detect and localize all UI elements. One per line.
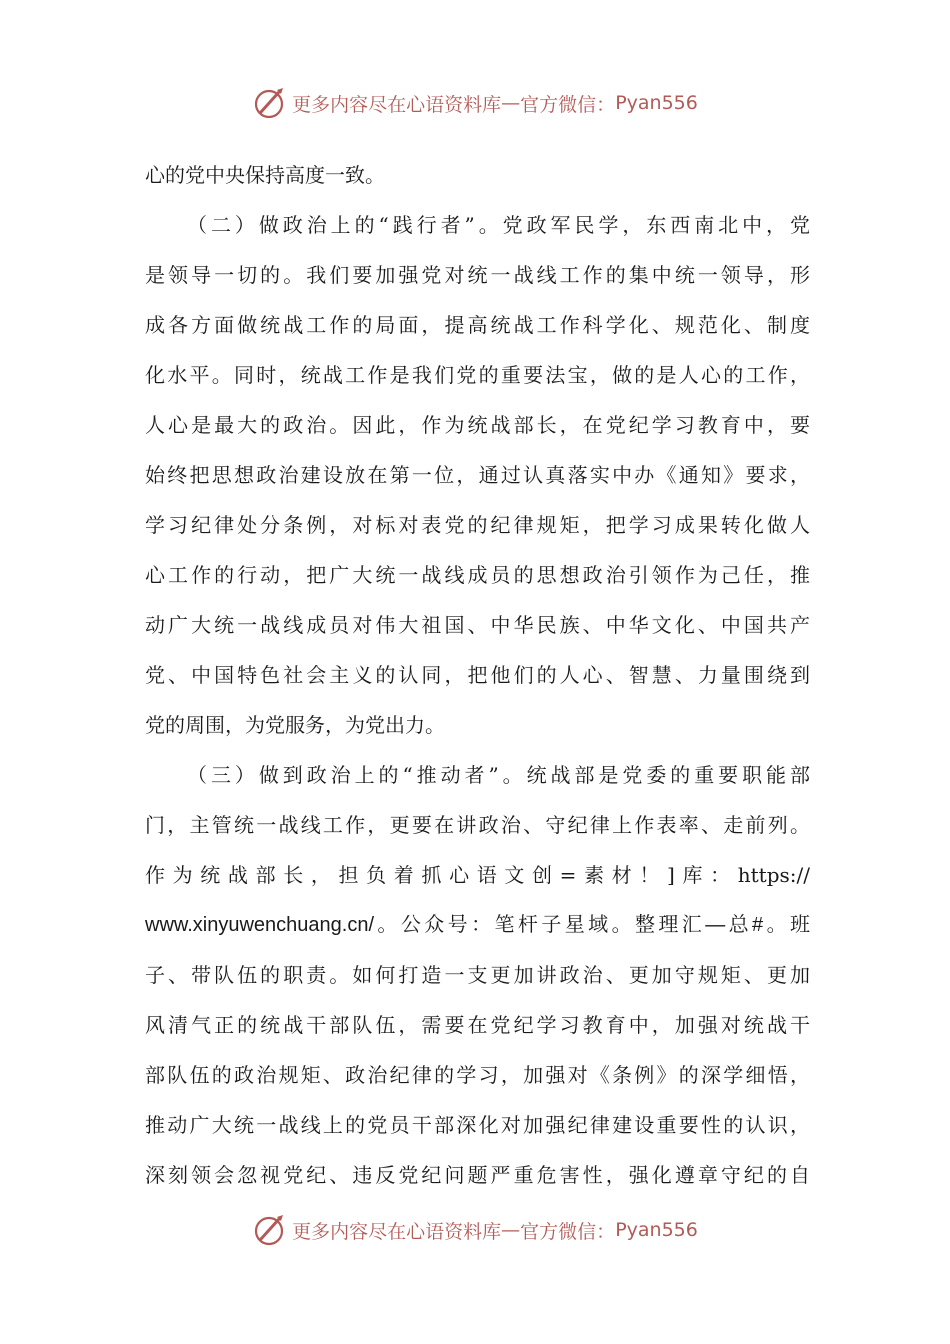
body-line-url: www.xinyuwenchuang.cn/。公众号：笔杆子星域。整理汇—总#。班 (145, 914, 810, 936)
body-line: 成各方面做统战工作的局面，提高统战工作科学化、规范化、制度 (145, 313, 810, 337)
footer-banner (0, 1210, 950, 1250)
body-line: 化水平。同时，统战工作是我们党的重要法宝，做的是人心的工作， (145, 363, 810, 387)
body-line: 动广大统一战线成员对伟大祖国、中华民族、中华文化、中国共产 (145, 613, 810, 637)
banner-separator: — (501, 1219, 521, 1241)
body-line: 人心是最大的政治。因此，作为统战部长，在党纪学习教育中，要 (145, 413, 810, 437)
banner-separator: — (501, 92, 521, 114)
body-line: 风清气正的统战干部队伍，需要在党纪学习教育中，加强对统战干 (145, 1013, 810, 1037)
paragraph-start-line: （二）做政治上的“践行者”。党政军民学，东西南北中，党 (187, 213, 810, 237)
banner-text: 更多内容尽在心语资料库 (292, 1220, 502, 1243)
body-line: 心的党中央保持高度一致。 (145, 163, 385, 187)
body-line: 心工作的行动，把广大统一战线成员的思想政治引领作为己任，推 (145, 563, 810, 587)
body-line: 门，主管统一战线工作，更要在讲政治、守纪律上作表率、走前列。 (145, 813, 810, 837)
body-line: 推动广大统一战线上的党员干部深化对加强纪律建设重要性的认识， (145, 1113, 810, 1137)
body-line: 始终把思想政治建设放在第一位，通过认真落实中办《通知》要求， (145, 463, 810, 487)
banner-wechat-label: 官方微信： (520, 93, 616, 116)
body-line: 部队伍的政治规矩、政治纪律的学习，加强对《条例》的深学细悟， (145, 1063, 810, 1087)
body-line: 党、中国特色社会主义的认同，把他们的人心、智慧、力量围绕到 (145, 663, 810, 687)
header-banner (0, 83, 950, 123)
body-line: 党的周围，为党服务，为党出力。 (145, 713, 445, 737)
pen-logo-icon (252, 85, 288, 121)
body-line: 是领导一切的。我们要加强党对统一战线工作的集中统一领导，形 (145, 263, 810, 287)
body-line: 作为统战部长，担负着抓心语文创=素材！]库：https:// (145, 863, 810, 887)
paragraph-start-line: （三）做到政治上的“推动者”。统战部是党委的重要职能部 (187, 763, 810, 787)
body-line: 深刻领会忽视党纪、违反党纪问题严重危害性，强化遵章守纪的自 (145, 1163, 810, 1187)
pen-logo-icon (252, 1212, 288, 1248)
body-line: 学习纪律处分条例，对标对表党的纪律规矩，把学习成果转化做人 (145, 513, 810, 537)
banner-text: 更多内容尽在心语资料库 (292, 93, 502, 116)
body-line: 子、带队伍的职责。如何打造一支更加讲政治、更加守规矩、更加 (145, 963, 810, 987)
banner-wechat-id: Pyan556 (615, 92, 698, 114)
banner-wechat-label: 官方微信： (520, 1220, 616, 1243)
banner-wechat-id: Pyan556 (615, 1219, 698, 1241)
document-body (145, 150, 810, 1200)
